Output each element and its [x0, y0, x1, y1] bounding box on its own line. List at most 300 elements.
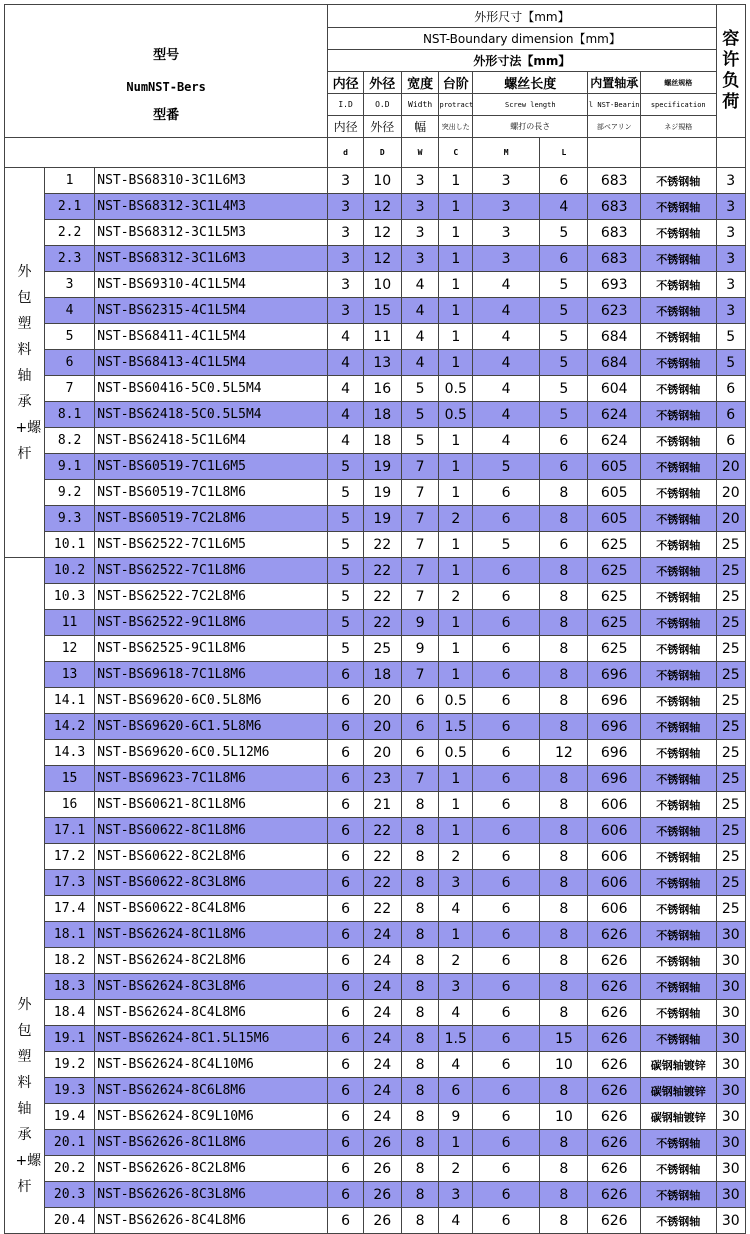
row-L: 5 — [540, 220, 588, 246]
row-C: 3 — [439, 870, 473, 896]
col-od-en: O.D — [363, 94, 401, 116]
row-no: 4 — [44, 298, 94, 324]
row-D: 19 — [363, 506, 401, 532]
row-W: 3 — [401, 246, 439, 272]
row-d: 5 — [328, 558, 364, 584]
row-W: 9 — [401, 610, 439, 636]
row-M: 6 — [473, 1026, 540, 1052]
row-C: 4 — [439, 1052, 473, 1078]
row-load: 30 — [716, 1052, 745, 1078]
row-M: 6 — [473, 870, 540, 896]
table-row — [5, 610, 746, 636]
row-C: 1 — [439, 194, 473, 220]
col-w-en: Width — [401, 94, 439, 116]
row-M: 6 — [473, 766, 540, 792]
row-L: 8 — [540, 1000, 588, 1026]
table-row — [5, 948, 746, 974]
row-bearing: 624 — [588, 428, 640, 454]
row-M: 6 — [473, 896, 540, 922]
row-D: 16 — [363, 376, 401, 402]
row-C: 1 — [439, 272, 473, 298]
table-row — [5, 896, 746, 922]
table-row — [5, 350, 746, 376]
table-row — [5, 1182, 746, 1208]
row-M: 6 — [473, 610, 540, 636]
row-model: NST-BS62624-8C4L8M6 — [95, 1000, 328, 1026]
row-D: 24 — [363, 1026, 401, 1052]
row-bearing: 605 — [588, 454, 640, 480]
row-spec: 不锈钢轴 — [640, 350, 716, 376]
table-row — [5, 168, 746, 194]
sym-M: M — [473, 138, 540, 168]
row-spec: 不锈钢轴 — [640, 610, 716, 636]
row-L: 8 — [540, 714, 588, 740]
row-D: 18 — [363, 402, 401, 428]
row-d: 3 — [328, 298, 364, 324]
row-spec: 不锈钢轴 — [640, 818, 716, 844]
row-M: 6 — [473, 1208, 540, 1234]
row-bearing: 683 — [588, 220, 640, 246]
row-spec: 不锈钢轴 — [640, 896, 716, 922]
row-M: 6 — [473, 1130, 540, 1156]
row-no: 17.3 — [44, 870, 94, 896]
row-model: NST-BS62522-9C1L8M6 — [95, 610, 328, 636]
row-bearing: 626 — [588, 948, 640, 974]
row-W: 8 — [401, 922, 439, 948]
row-d: 6 — [328, 1156, 364, 1182]
row-C: 1.5 — [439, 1026, 473, 1052]
col-bear-en: l NST-Bearin — [588, 94, 640, 116]
row-M: 4 — [473, 376, 540, 402]
row-no: 20.2 — [44, 1156, 94, 1182]
row-bearing: 605 — [588, 480, 640, 506]
row-model: NST-BS60519-7C1L8M6 — [95, 480, 328, 506]
row-M: 4 — [473, 324, 540, 350]
row-W: 7 — [401, 766, 439, 792]
row-W: 5 — [401, 428, 439, 454]
sym-D: D — [363, 138, 401, 168]
row-D: 26 — [363, 1182, 401, 1208]
col-screw-jp: 螺打の長さ — [473, 116, 588, 138]
row-load: 25 — [716, 532, 745, 558]
row-L: 10 — [540, 1052, 588, 1078]
row-L: 10 — [540, 1104, 588, 1130]
row-model: NST-BS62418-5C1L6M4 — [95, 428, 328, 454]
row-W: 8 — [401, 1000, 439, 1026]
row-load: 25 — [716, 584, 745, 610]
row-C: 1 — [439, 558, 473, 584]
row-d: 6 — [328, 948, 364, 974]
table-row — [5, 1104, 746, 1130]
col-id-en: I.D — [328, 94, 364, 116]
table-row — [5, 974, 746, 1000]
row-M: 6 — [473, 506, 540, 532]
row-L: 6 — [540, 168, 588, 194]
row-C: 1 — [439, 220, 473, 246]
row-d: 6 — [328, 1208, 364, 1234]
col-spec-en: specification — [640, 94, 716, 116]
sym-d: d — [328, 138, 364, 168]
row-d: 6 — [328, 688, 364, 714]
col-od-jp: 外径 — [363, 116, 401, 138]
row-spec: 不锈钢轴 — [640, 662, 716, 688]
row-load: 3 — [716, 220, 745, 246]
row-bearing: 605 — [588, 506, 640, 532]
row-W: 8 — [401, 1182, 439, 1208]
row-L: 5 — [540, 272, 588, 298]
row-model: NST-BS62624-8C2L8M6 — [95, 948, 328, 974]
row-d: 5 — [328, 532, 364, 558]
table-row — [5, 298, 746, 324]
row-bearing: 606 — [588, 818, 640, 844]
col-c-cn: 台阶 — [439, 72, 473, 94]
row-no: 2.3 — [44, 246, 94, 272]
row-no: 14.3 — [44, 740, 94, 766]
row-load: 25 — [716, 870, 745, 896]
row-no: 5 — [44, 324, 94, 350]
side-label-1 — [5, 168, 45, 558]
row-D: 24 — [363, 1052, 401, 1078]
row-W: 8 — [401, 1078, 439, 1104]
row-D: 24 — [363, 1078, 401, 1104]
row-W: 8 — [401, 818, 439, 844]
row-load: 25 — [716, 714, 745, 740]
row-C: 3 — [439, 974, 473, 1000]
row-M: 6 — [473, 480, 540, 506]
table-row — [5, 1208, 746, 1234]
row-W: 7 — [401, 662, 439, 688]
row-W: 8 — [401, 792, 439, 818]
row-W: 8 — [401, 1156, 439, 1182]
side-label-1-text: 外包塑料轴承+螺杆 — [15, 263, 42, 462]
row-L: 8 — [540, 1078, 588, 1104]
row-C: 4 — [439, 1208, 473, 1234]
table-row — [5, 584, 746, 610]
row-W: 8 — [401, 870, 439, 896]
row-no: 8.1 — [44, 402, 94, 428]
row-load: 30 — [716, 1078, 745, 1104]
row-d: 6 — [328, 922, 364, 948]
row-D: 15 — [363, 298, 401, 324]
row-model: NST-BS62522-7C1L6M5 — [95, 532, 328, 558]
row-M: 3 — [473, 220, 540, 246]
row-M: 6 — [473, 740, 540, 766]
model-header-lower — [5, 79, 328, 138]
row-no: 9.1 — [44, 454, 94, 480]
row-d: 4 — [328, 350, 364, 376]
row-C: 6 — [439, 1078, 473, 1104]
sym-C: C — [439, 138, 473, 168]
row-M: 6 — [473, 922, 540, 948]
row-W: 6 — [401, 714, 439, 740]
row-spec: 不锈钢轴 — [640, 1026, 716, 1052]
row-W: 4 — [401, 324, 439, 350]
row-d: 3 — [328, 194, 364, 220]
row-d: 3 — [328, 168, 364, 194]
row-d: 5 — [328, 480, 364, 506]
row-bearing: 696 — [588, 766, 640, 792]
row-spec: 不锈钢轴 — [640, 948, 716, 974]
row-D: 22 — [363, 532, 401, 558]
row-bearing: 624 — [588, 402, 640, 428]
row-M: 4 — [473, 428, 540, 454]
row-W: 8 — [401, 948, 439, 974]
row-W: 7 — [401, 532, 439, 558]
row-W: 8 — [401, 974, 439, 1000]
table-row — [5, 480, 746, 506]
row-spec: 不锈钢轴 — [640, 1156, 716, 1182]
row-D: 24 — [363, 948, 401, 974]
row-bearing: 625 — [588, 636, 640, 662]
dim-header-jp: 外形寸法【mm】 — [328, 50, 716, 72]
row-M: 6 — [473, 974, 540, 1000]
row-bearing: 625 — [588, 610, 640, 636]
row-d: 6 — [328, 740, 364, 766]
row-M: 4 — [473, 402, 540, 428]
row-load: 30 — [716, 1104, 745, 1130]
row-L: 8 — [540, 688, 588, 714]
table-row — [5, 1026, 746, 1052]
row-D: 12 — [363, 194, 401, 220]
row-L: 15 — [540, 1026, 588, 1052]
row-no: 2.2 — [44, 220, 94, 246]
row-no: 20.1 — [44, 1130, 94, 1156]
row-M: 6 — [473, 558, 540, 584]
row-L: 8 — [540, 922, 588, 948]
row-M: 4 — [473, 350, 540, 376]
row-bearing: 684 — [588, 324, 640, 350]
symbol-row-blank — [5, 138, 328, 168]
col-c-jp: 突出した — [439, 116, 473, 138]
row-bearing: 696 — [588, 740, 640, 766]
row-spec: 不锈钢轴 — [640, 480, 716, 506]
row-spec: 不锈钢轴 — [640, 1182, 716, 1208]
row-bearing: 696 — [588, 688, 640, 714]
row-no: 2.1 — [44, 194, 94, 220]
row-model: NST-BS62626-8C3L8M6 — [95, 1182, 328, 1208]
row-model: NST-BS68413-4C1L5M4 — [95, 350, 328, 376]
row-C: 1 — [439, 1130, 473, 1156]
col-bear-cn: 内置轴承 — [588, 72, 640, 94]
row-no: 12 — [44, 636, 94, 662]
row-load: 25 — [716, 844, 745, 870]
sym-spec-blank — [640, 138, 716, 168]
row-D: 10 — [363, 272, 401, 298]
row-M: 6 — [473, 714, 540, 740]
row-D: 22 — [363, 558, 401, 584]
dim-header-cn: 外形尺寸【mm】 — [328, 5, 716, 28]
table-row — [5, 792, 746, 818]
row-model: NST-BS69618-7C1L8M6 — [95, 662, 328, 688]
row-no: 19.2 — [44, 1052, 94, 1078]
row-D: 24 — [363, 974, 401, 1000]
row-no: 3 — [44, 272, 94, 298]
row-load: 25 — [716, 818, 745, 844]
col-id-jp: 内径 — [328, 116, 364, 138]
row-C: 1 — [439, 662, 473, 688]
row-C: 1 — [439, 480, 473, 506]
row-M: 6 — [473, 662, 540, 688]
spec-table — [4, 4, 746, 1234]
row-M: 6 — [473, 1104, 540, 1130]
row-model: NST-BS69620-6C0.5L12M6 — [95, 740, 328, 766]
dim-header-en: NST-Boundary dimension【mm】 — [328, 28, 716, 50]
row-M: 3 — [473, 194, 540, 220]
row-spec: 不锈钢轴 — [640, 454, 716, 480]
row-spec: 不锈钢轴 — [640, 766, 716, 792]
row-D: 26 — [363, 1130, 401, 1156]
row-bearing: 626 — [588, 922, 640, 948]
table-row — [5, 870, 746, 896]
row-D: 26 — [363, 1156, 401, 1182]
row-no: 13 — [44, 662, 94, 688]
row-spec: 不锈钢轴 — [640, 688, 716, 714]
row-model: NST-BS62418-5C0.5L5M4 — [95, 402, 328, 428]
row-L: 8 — [540, 948, 588, 974]
col-screw-en: Screw length — [473, 94, 588, 116]
row-model: NST-BS62624-8C9L10M6 — [95, 1104, 328, 1130]
table-row — [5, 766, 746, 792]
row-D: 22 — [363, 870, 401, 896]
row-no: 17.2 — [44, 844, 94, 870]
table-row — [5, 324, 746, 350]
row-model: NST-BS60519-7C2L8M6 — [95, 506, 328, 532]
row-model: NST-BS69623-7C1L8M6 — [95, 766, 328, 792]
row-bearing: 604 — [588, 376, 640, 402]
row-L: 8 — [540, 662, 588, 688]
row-D: 22 — [363, 844, 401, 870]
row-no: 7 — [44, 376, 94, 402]
row-D: 20 — [363, 688, 401, 714]
row-no: 17.1 — [44, 818, 94, 844]
row-model: NST-BS60416-5C0.5L5M4 — [95, 376, 328, 402]
row-model: NST-BS60622-8C1L8M6 — [95, 818, 328, 844]
row-L: 8 — [540, 1130, 588, 1156]
row-M: 4 — [473, 298, 540, 324]
table-row — [5, 844, 746, 870]
row-load: 25 — [716, 558, 745, 584]
row-spec: 不锈钢轴 — [640, 558, 716, 584]
row-L: 5 — [540, 376, 588, 402]
row-d: 6 — [328, 818, 364, 844]
table-row — [5, 662, 746, 688]
row-L: 6 — [540, 454, 588, 480]
row-W: 7 — [401, 480, 439, 506]
row-D: 11 — [363, 324, 401, 350]
row-L: 8 — [540, 636, 588, 662]
row-d: 4 — [328, 324, 364, 350]
row-W: 3 — [401, 194, 439, 220]
row-C: 1 — [439, 792, 473, 818]
row-spec: 不锈钢轴 — [640, 870, 716, 896]
row-bearing: 696 — [588, 662, 640, 688]
col-spec-jp: ネジ規格 — [640, 116, 716, 138]
row-model: NST-BS62522-7C1L8M6 — [95, 558, 328, 584]
row-d: 4 — [328, 428, 364, 454]
row-load: 3 — [716, 246, 745, 272]
table-row — [5, 506, 746, 532]
row-D: 12 — [363, 220, 401, 246]
sym-L: L — [540, 138, 588, 168]
row-D: 23 — [363, 766, 401, 792]
row-W: 8 — [401, 1104, 439, 1130]
row-bearing: 606 — [588, 870, 640, 896]
row-no: 9.3 — [44, 506, 94, 532]
row-M: 6 — [473, 844, 540, 870]
row-model: NST-BS62624-8C1L8M6 — [95, 922, 328, 948]
row-spec: 不锈钢轴 — [640, 974, 716, 1000]
row-model: NST-BS62624-8C6L8M6 — [95, 1078, 328, 1104]
sym-load-blank — [716, 138, 745, 168]
row-model: NST-BS62626-8C1L8M6 — [95, 1130, 328, 1156]
row-spec: 不锈钢轴 — [640, 636, 716, 662]
model-header-cn: 型号 — [153, 47, 180, 63]
table-row — [5, 1000, 746, 1026]
row-d: 6 — [328, 1130, 364, 1156]
row-no: 19.4 — [44, 1104, 94, 1130]
row-L: 8 — [540, 818, 588, 844]
row-no: 10.2 — [44, 558, 94, 584]
row-load: 20 — [716, 454, 745, 480]
row-M: 6 — [473, 1052, 540, 1078]
row-bearing: 626 — [588, 1026, 640, 1052]
row-C: 4 — [439, 896, 473, 922]
row-d: 5 — [328, 454, 364, 480]
row-spec: 不锈钢轴 — [640, 584, 716, 610]
row-W: 8 — [401, 1208, 439, 1234]
row-load: 6 — [716, 376, 745, 402]
row-D: 26 — [363, 1208, 401, 1234]
row-spec: 不锈钢轴 — [640, 428, 716, 454]
row-L: 5 — [540, 298, 588, 324]
row-load: 30 — [716, 1156, 745, 1182]
row-C: 1 — [439, 350, 473, 376]
row-L: 8 — [540, 896, 588, 922]
row-M: 6 — [473, 818, 540, 844]
row-spec: 不锈钢轴 — [640, 922, 716, 948]
row-M: 6 — [473, 688, 540, 714]
row-d: 6 — [328, 766, 364, 792]
row-model: NST-BS60621-8C1L8M6 — [95, 792, 328, 818]
row-W: 3 — [401, 168, 439, 194]
row-D: 21 — [363, 792, 401, 818]
row-spec: 不锈钢轴 — [640, 740, 716, 766]
row-no: 6 — [44, 350, 94, 376]
row-L: 4 — [540, 194, 588, 220]
row-load: 25 — [716, 688, 745, 714]
row-no: 9.2 — [44, 480, 94, 506]
row-L: 8 — [540, 1182, 588, 1208]
row-L: 6 — [540, 246, 588, 272]
row-load: 30 — [716, 974, 745, 1000]
sym-bear-blank — [588, 138, 640, 168]
row-load: 25 — [716, 662, 745, 688]
row-model: NST-BS62315-4C1L5M4 — [95, 298, 328, 324]
table-row — [5, 688, 746, 714]
row-d: 5 — [328, 506, 364, 532]
col-od-cn: 外径 — [363, 72, 401, 94]
row-C: 1 — [439, 298, 473, 324]
row-model: NST-BS62626-8C4L8M6 — [95, 1208, 328, 1234]
row-bearing: 683 — [588, 246, 640, 272]
row-spec: 碳钢轴镀锌 — [640, 1078, 716, 1104]
row-bearing: 626 — [588, 1000, 640, 1026]
row-d: 6 — [328, 974, 364, 1000]
row-W: 8 — [401, 844, 439, 870]
row-spec: 不锈钢轴 — [640, 220, 716, 246]
row-bearing: 625 — [588, 532, 640, 558]
row-load: 30 — [716, 922, 745, 948]
